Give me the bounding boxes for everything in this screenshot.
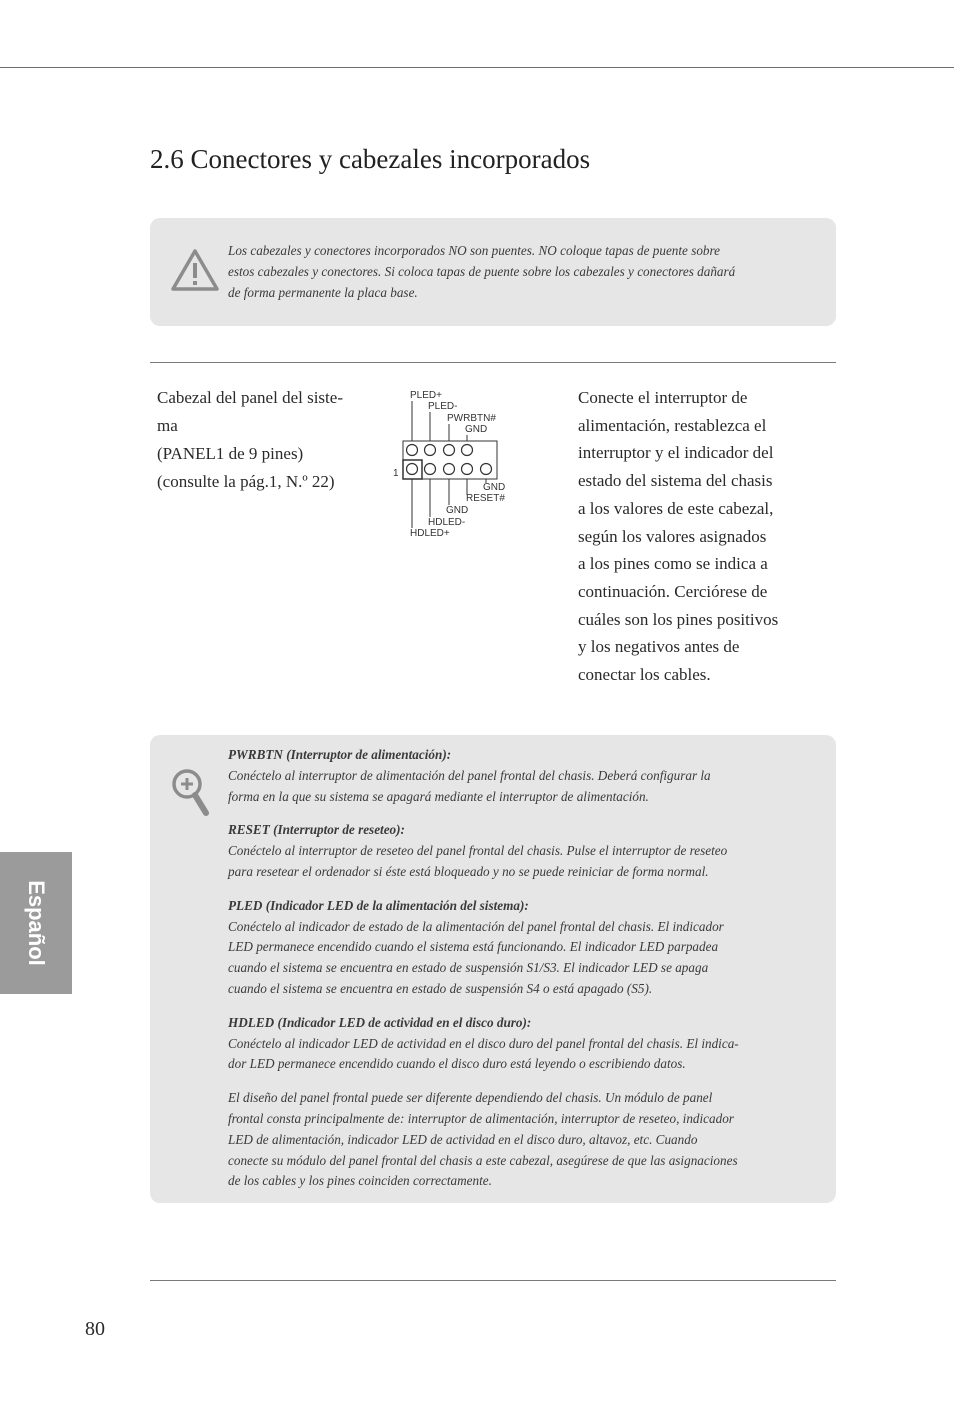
warning-line: Los cabezales y conectores incorporados NO son puentes. NO coloque tapas de puente sobre [228,243,721,258]
language-side-tab-label: Español [24,880,49,966]
note-title: PLED (Indicador LED de la alimentación del sistema): [228,897,529,913]
description-line: alimentación, restablezca el [578,415,767,435]
section-divider [150,362,836,363]
note-line: forma en la que su sistema se apagará mediante el interruptor de alimentación. [228,788,649,804]
pin [462,445,473,456]
pin-label-pled-minus: PLED- [428,401,458,412]
description-line: cuáles son los pines positivos [578,609,779,629]
description-line: estado del sistema del chasis [578,471,773,491]
bottom-rule [150,1280,836,1281]
note-line: cuando el sistema se encuentra en estado de suspensión S4 o está apagado (S5). [228,980,653,996]
note-line: Conéctelo al interruptor de alimentación del panel frontal del chasis. Deberá configurar la [228,767,711,783]
note-pwrbtn [228,745,788,807]
description-line: y los negativos antes de [578,637,740,657]
header-description [578,384,793,689]
pin-label-gnd-bottom: GND [446,505,469,516]
header-label-line: (PANEL1 de 9 pines) [157,444,304,463]
pin-label-gnd-right: GND [483,482,506,493]
pin-label-hdled-plus: HDLED+ [410,528,450,539]
warning-text [228,240,788,303]
header-label-line: ma [157,416,178,435]
note-title: RESET (Interruptor de reseteo): [228,822,405,838]
page-number: 80 [85,1318,105,1340]
magnifier-plus-icon [170,767,210,817]
section-title: 2.6 Conectores y cabezales incorporados [150,144,591,174]
pin-label-reset: RESET# [466,493,505,504]
warning-box [150,218,836,326]
pin [462,464,473,475]
note-line: cuando el sistema se encuentra en estado de suspensión S1/S3. El indicador LED se apaga [228,960,709,976]
pin1-marker [403,460,422,479]
note-line: Conéctelo al interruptor de reseteo del panel frontal del chasis. Pulse el interruptor de reseteo [228,843,728,859]
description-line: interruptor y el indicador del [578,443,774,463]
pin-label-pin1: 1 [393,468,399,479]
note-line: Conéctelo al indicador de estado de la alimentación del panel frontal del chasis. El indicador [228,918,724,934]
note-line: dor LED permanece encendido cuando el disco duro está leyendo o escribiendo datos. [228,1056,686,1072]
warning-triangle-icon [170,248,220,292]
header-label-line: (consulte la pág.1, N.º 22) [157,472,335,491]
pin [444,464,455,475]
pin [425,445,436,456]
pin-label-pled-plus: PLED+ [410,390,442,401]
language-side-tab [0,852,72,994]
pin [407,464,418,475]
note-line: para resetear el ordenador si éste está bloqueado y no se puede reiniciar de forma normal. [228,863,709,879]
pin-label-pwrbtn: PWRBTN# [447,413,496,424]
header-label [157,384,362,496]
description-line: según los valores asignados [578,526,767,546]
description-line: continuación. Cerciórese de [578,581,768,601]
note-line: El diseño del panel frontal puede ser diferente dependiendo del chasis. Un módulo de panel [228,1090,713,1106]
note-hdled [228,1013,788,1075]
note-box [150,735,836,1203]
note-pled [228,896,788,1000]
description-line: Conecte el interruptor de [578,388,748,407]
warning-line: de forma permanente la placa base. [228,285,418,300]
pin-label-gnd-top: GND [465,424,488,435]
pin [425,464,436,475]
note-line: LED de alimentación, indicador LED de actividad en el disco duro, altavoz, etc. Cuando [228,1131,698,1147]
pin [444,445,455,456]
note-line: Conéctelo al indicador LED de actividad en el disco duro del panel frontal del chasis. El indica- [228,1035,739,1051]
pin-label-hdled-minus: HDLED- [428,517,466,528]
note-footer [228,1088,788,1192]
description-line: a los pines como se indica a [578,554,768,574]
note-line: conecte su módulo del panel frontal del chasis a este cabezal, asegúrese de que las asignaciones [228,1152,738,1168]
note-line: de los cables y los pines coinciden correctamente. [228,1173,492,1189]
panel-header-pin-diagram [386,386,526,546]
description-line: conectar los cables. [578,665,711,685]
note-title: HDLED (Indicador LED de actividad en el disco duro): [228,1014,532,1030]
note-content [228,745,788,1205]
pin [481,464,492,475]
note-line: frontal consta principalmente de: interruptor de alimentación, interruptor de reseteo, indicador [228,1110,734,1126]
pin [407,445,418,456]
warning-line: estos cabezales y conectores. Si coloca tapas de puente sobre los cabezales y conectores dañará [228,264,736,279]
description-line: a los valores de este cabezal, [578,498,774,518]
note-line: LED permanece encendido cuando el sistema está funcionando. El indicador LED parpadea [228,939,719,955]
note-reset [228,820,788,882]
note-title: PWRBTN (Interruptor de alimentación): [228,747,452,762]
top-rule [0,67,954,68]
header-label-line: Cabezal del panel del siste- [157,388,343,407]
